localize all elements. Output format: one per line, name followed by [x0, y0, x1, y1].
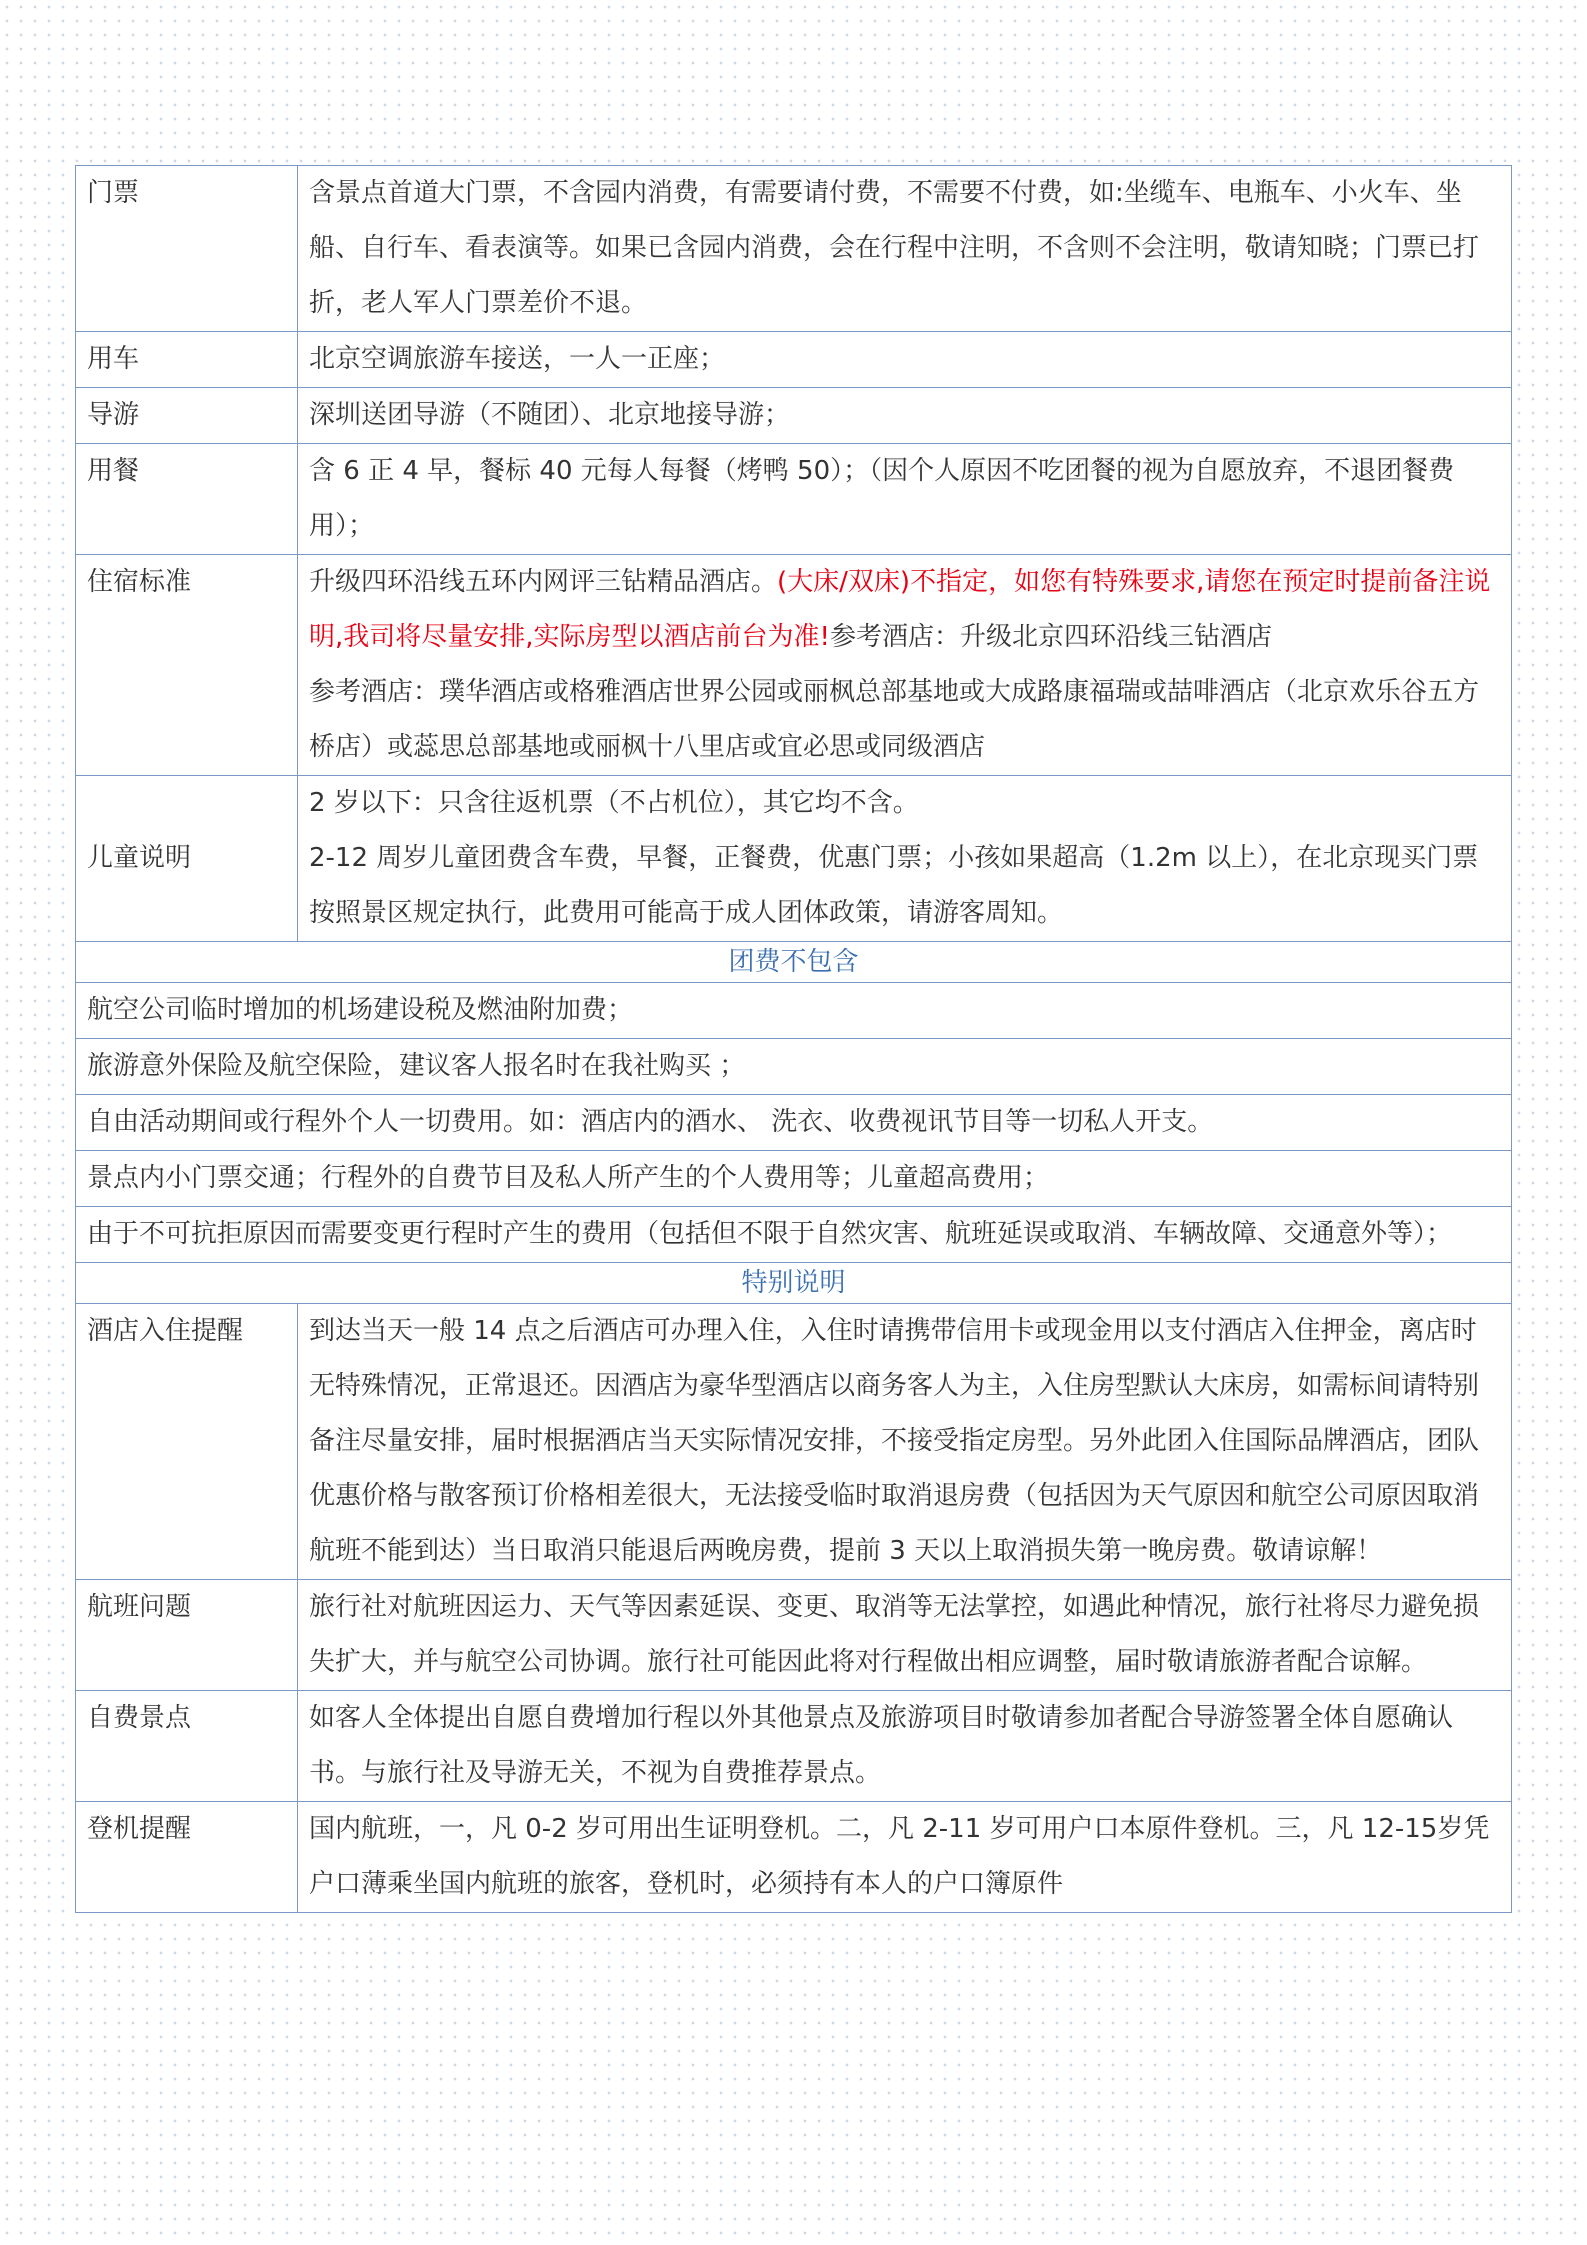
row-tickets — [76, 166, 1512, 332]
excluded-item — [76, 1095, 1512, 1151]
row-label: 住宿标准 — [76, 555, 298, 776]
excluded-item — [76, 1151, 1512, 1207]
excluded-item-text: 由于不可抗拒原因而需要变更行程时产生的费用（包括但不限于自然灾害、航班延误或取消、车辆故障、交通意外等）； — [76, 1207, 1512, 1263]
row-hotel-checkin — [76, 1304, 1512, 1580]
row-label: 门票 — [76, 166, 298, 332]
excluded-item-text: 旅游意外保险及航空保险，建议客人报名时在我社购买 ； — [76, 1039, 1512, 1095]
row-text: 到达当天一般 14 点之后酒店可办理入住，入住时请携带信用卡或现金用以支付酒店入住押金，离店时无特殊情况，正常退还。因酒店为豪华型酒店以商务客人为主，入住房型默认大床房，如需标间请特别备注尽量安排，届时根据酒店当天实际情况安排，不接受指定房型。另外此团入住国际品牌酒店，团队优惠价格与散客预订价格相差很大，无法接受临时取消退房费（包括因为天气原因和航空公司原因取消航班不能到达）当日取消只能退后两晚房费，提前 3 天以上取消损失第一晚房费。敬请谅解！ — [298, 1304, 1512, 1580]
row-label: 航班问题 — [76, 1580, 298, 1691]
excluded-item-text: 自由活动期间或行程外个人一切费用。如：酒店内的酒水、 洗衣、收费视讯节目等一切私人开支。 — [76, 1095, 1512, 1151]
children-text — [298, 776, 1512, 942]
excluded-item-text: 航空公司临时增加的机场建设税及燃油附加费； — [76, 983, 1512, 1039]
row-boarding — [76, 1802, 1512, 1913]
row-meals — [76, 444, 1512, 555]
row-label: 用餐 — [76, 444, 298, 555]
accommodation-text — [298, 555, 1512, 776]
row-flight-issues — [76, 1580, 1512, 1691]
row-accommodation — [76, 555, 1512, 776]
row-label: 导游 — [76, 388, 298, 444]
row-text: 含 6 正 4 早，餐标 40 元每人每餐（烤鸭 50）；（因个人原因不吃团餐的视为自愿放弃，不退团餐费用）； — [298, 444, 1512, 555]
accommodation-warning: (大床/双床)不指定，如您有特殊要求,请您在预定时提前备注说明,我司将尽量安排,实际房型以酒店前台为准! — [309, 567, 1491, 652]
row-guide — [76, 388, 1512, 444]
row-label: 自费景点 — [76, 1691, 298, 1802]
row-text: 旅行社对航班因运力、天气等因素延误、变更、取消等无法掌控，如遇此种情况，旅行社将尽力避免损失扩大，并与航空公司协调。旅行社可能因此将对行程做出相应调整，届时敬请旅游者配合谅解。 — [298, 1580, 1512, 1691]
section-special — [76, 1263, 1512, 1304]
row-label: 酒店入住提醒 — [76, 1304, 298, 1580]
row-label: 儿童说明 — [76, 776, 298, 942]
row-vehicle — [76, 332, 1512, 388]
accommodation-text-2: 参考酒店：升级北京四环沿线三钻酒店 — [829, 622, 1272, 652]
row-text: 如客人全体提出自愿自费增加行程以外其他景点及旅游项目时敬请参加者配合导游签署全体自愿确认书。与旅行社及导游无关，不视为自费推荐景点。 — [298, 1691, 1512, 1802]
excluded-item — [76, 1039, 1512, 1095]
itinerary-info-table — [75, 165, 1512, 1913]
excluded-item-text: 景点内小门票交通；行程外的自费节目及私人所产生的个人费用等；儿童超高费用； — [76, 1151, 1512, 1207]
row-label: 登机提醒 — [76, 1802, 298, 1913]
row-text: 深圳送团导游（不随团）、北京地接导游； — [298, 388, 1512, 444]
row-label: 用车 — [76, 332, 298, 388]
children-line-2: 2-12 周岁儿童团费含车费，早餐，正餐费，优惠门票；小孩如果超高（1.2m 以上），在北京现买门票按照景区规定执行，此费用可能高于成人团体政策，请游客周知。 — [309, 843, 1479, 928]
row-children — [76, 776, 1512, 942]
section-title-special: 特别说明 — [76, 1263, 1512, 1304]
children-line-1: 2 岁以下：只含往返机票（不占机位），其它均不含。 — [309, 788, 919, 818]
row-text: 国内航班，一，凡 0-2 岁可用出生证明登机。二，凡 2-11 岁可用户口本原件登机。三，凡 12-15岁凭户口薄乘坐国内航班的旅客，登机时，必须持有本人的户口簿原件 — [298, 1802, 1512, 1913]
accommodation-text-1: 升级四环沿线五环内网评三钻精品酒店。 — [309, 567, 778, 597]
row-text: 含景点首道大门票，不含园内消费，有需要请付费，不需要不付费，如:坐缆车、电瓶车、小火车、坐船、自行车、看表演等。如果已含园内消费，会在行程中注明，不含则不会注明，敬请知晓；门票已打折，老人军人门票差价不退。 — [298, 166, 1512, 332]
excluded-item — [76, 1207, 1512, 1263]
section-excluded — [76, 942, 1512, 983]
row-optional-attractions — [76, 1691, 1512, 1802]
section-title-excluded: 团费不包含 — [76, 942, 1512, 983]
excluded-item — [76, 983, 1512, 1039]
row-text: 北京空调旅游车接送，一人一正座； — [298, 332, 1512, 388]
accommodation-text-3: 参考酒店：璞华酒店或格雅酒店世界公园或丽枫总部基地或大成路康福瑞或喆啡酒店（北京欢乐谷五方桥店）或蕊思总部基地或丽枫十八里店或宜必思或同级酒店 — [309, 677, 1480, 762]
